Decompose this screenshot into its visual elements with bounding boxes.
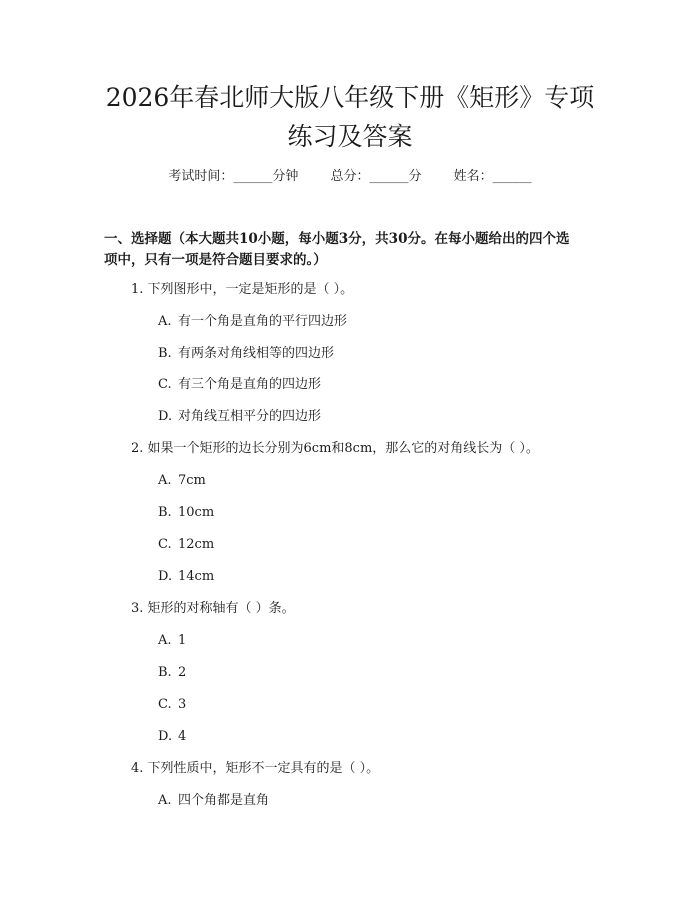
option-text: 7cm <box>178 473 206 488</box>
student-name-field: 姓名：______ <box>453 169 532 184</box>
option-letter: C. <box>158 377 172 392</box>
question-2: 2. 如果一个矩形的边长分别为6cm和8cm，那么它的对角线长为（ ）。 <box>131 441 539 456</box>
question-2-option-d <box>158 567 214 587</box>
exam-time-field: 考试时间：______分钟 <box>168 169 299 184</box>
option-text: 有一个角是直角的平行四边形 <box>178 314 348 329</box>
option-letter: C. <box>158 697 172 712</box>
option-text: 四个角都是直角 <box>178 793 270 808</box>
option-text: 有两条对角线相等的四边形 <box>178 346 335 361</box>
option-text: 1 <box>178 633 187 648</box>
section-heading-line-1: 一、选择题（本大题共10小题，每小题3分，共30分。在每小题给出的四个选 <box>104 231 570 247</box>
option-text: 14cm <box>178 569 215 584</box>
option-letter: A. <box>158 793 172 808</box>
exam-meta-row <box>0 167 700 187</box>
option-text: 4 <box>178 729 187 744</box>
question-1-option-a <box>158 312 347 332</box>
section-heading-line-2: 项中，只有一项是符合题目要求的。） <box>104 252 327 268</box>
question-1-option-c <box>158 375 321 395</box>
option-letter: A. <box>158 314 172 329</box>
question-2-option-c <box>158 535 214 555</box>
document-title-line-1: 2026年春北师大版八年级下册《矩形》专项 <box>105 83 595 112</box>
option-text: 3 <box>178 697 187 712</box>
option-text: 2 <box>178 665 187 680</box>
question-2-option-a <box>158 471 206 491</box>
option-text: 10cm <box>178 505 215 520</box>
option-letter: B. <box>158 346 172 361</box>
question-2-option-b <box>158 503 214 523</box>
document-title-line-2: 练习及答案 <box>287 122 413 151</box>
option-letter: D. <box>158 569 173 584</box>
option-letter: B. <box>158 665 172 680</box>
question-3-option-a <box>158 631 186 651</box>
question-3-option-b <box>158 663 186 683</box>
question-3: 3. 矩形的对称轴有（ ）条。 <box>131 601 295 616</box>
option-text: 对角线互相平分的四边形 <box>178 409 322 424</box>
question-3-option-d <box>158 727 186 747</box>
option-letter: A. <box>158 633 172 648</box>
question-3-option-c <box>158 695 186 715</box>
question-1: 1. 下列图形中，一定是矩形的是（ ）。 <box>131 282 354 297</box>
question-1-option-d <box>158 407 321 427</box>
question-1-option-b <box>158 344 334 364</box>
option-letter: D. <box>158 729 173 744</box>
question-4-option-a <box>158 791 269 811</box>
question-4: 4. 下列性质中，矩形不一定具有的是（ ）。 <box>131 761 380 776</box>
option-letter: D. <box>158 409 173 424</box>
option-letter: A. <box>158 473 172 488</box>
option-letter: B. <box>158 505 172 520</box>
option-letter: C. <box>158 537 172 552</box>
option-text: 12cm <box>178 537 215 552</box>
total-score-field: 总分：______分 <box>330 169 422 184</box>
option-text: 有三个角是直角的四边形 <box>178 377 322 392</box>
